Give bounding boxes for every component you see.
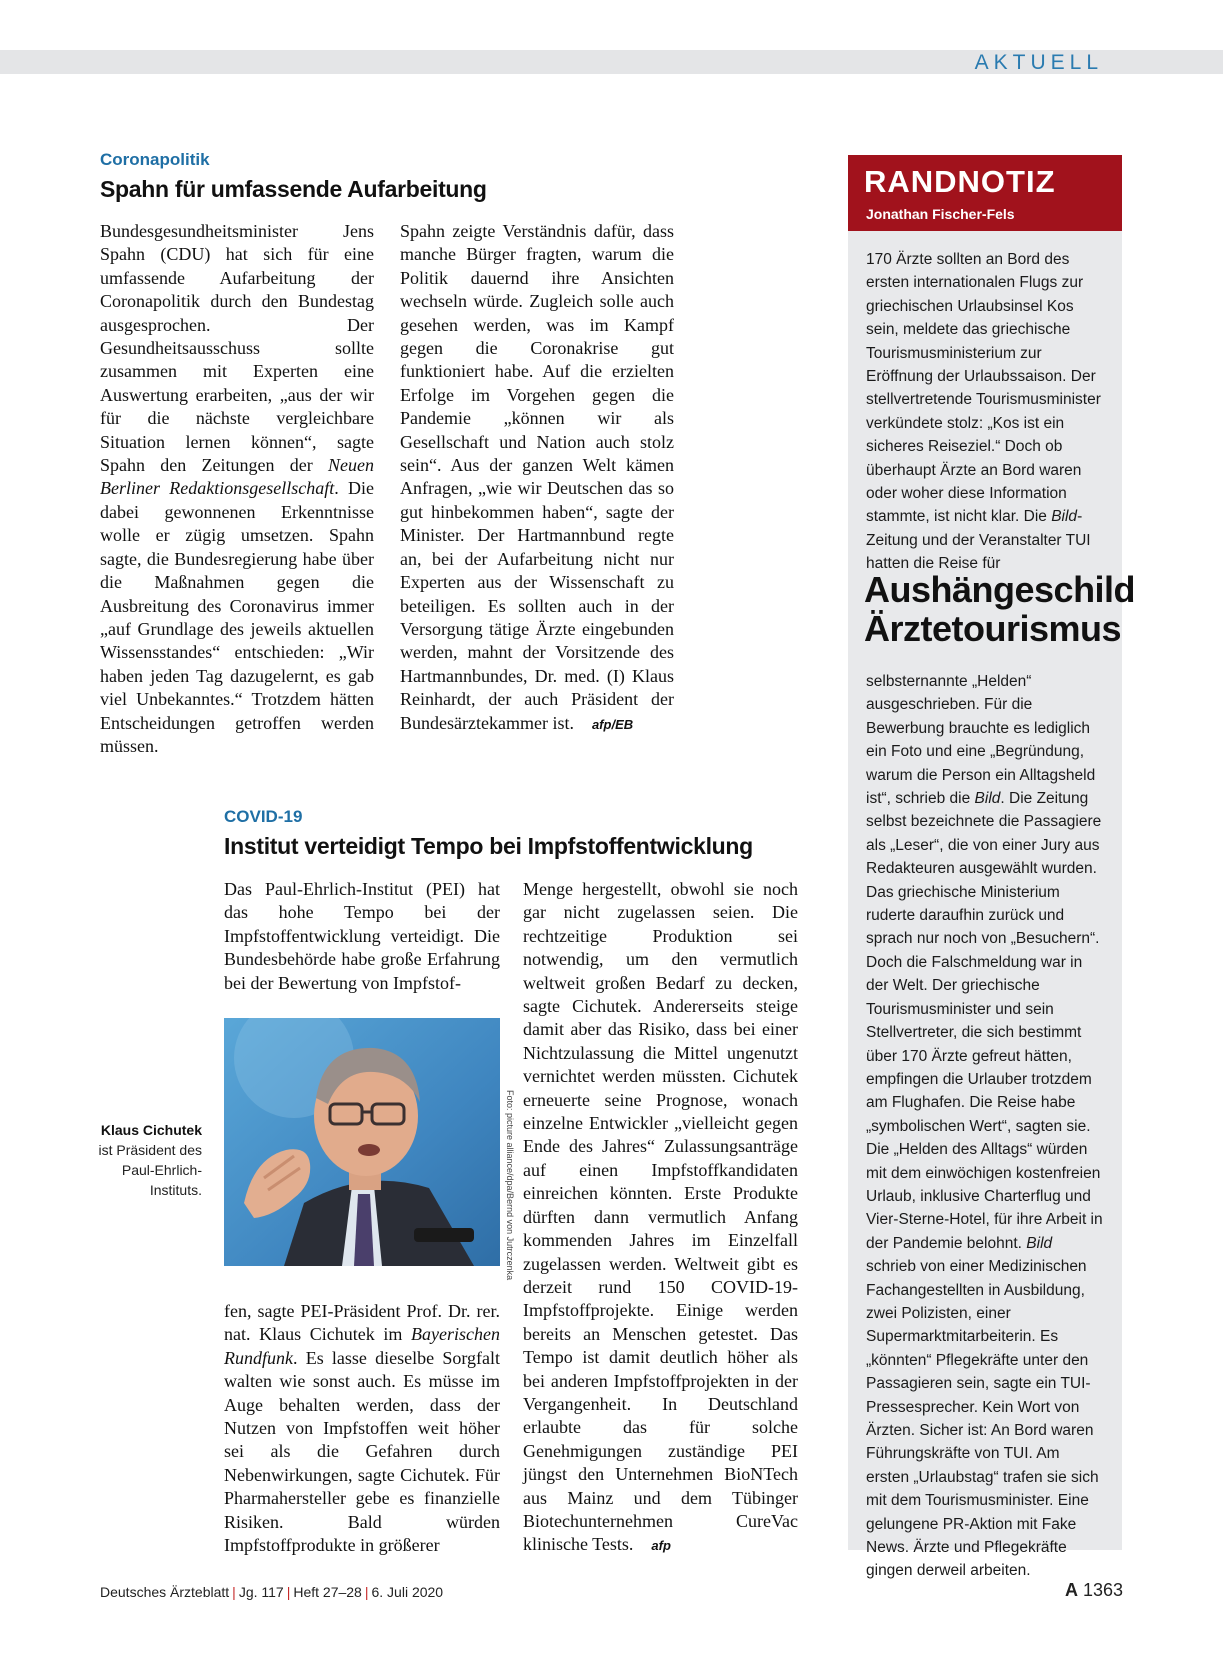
- sidebar-text-2: selbsternannte „Helden“ ausgeschrieben. Für die Bewerbung brauchte es lediglich ein Foto und eine „Begründung, warum die Person ein Alltagsheld ist“, schrieb die: [866, 673, 1096, 808]
- footer-separator: |: [364, 1584, 369, 1600]
- sidebar-text-cont: -Zeitung und der Veranstalter TUI hatten die Reise für: [866, 508, 1091, 573]
- footer-issue: Heft 27–28: [293, 1584, 362, 1600]
- article1-column-1: [100, 220, 374, 758]
- article2-text-cont: . Es lasse dieselbe Sorgfalt walten wie sonst auch. Es müsse im Auge behalten werden, dass der Nutzen von Impfstoffen weit höher sei als die Gefahren durch Nebenwirkungen, sagte Cichutek. Für Pharmahersteller gebe es finanzielle Risiken. Bald würden Impfstoffprodukte in größerer: [224, 1347, 500, 1556]
- sidebar-bild-ref-3: Bild: [1026, 1234, 1053, 1252]
- footer-volume: Jg. 117: [238, 1584, 284, 1600]
- article1-signature: afp/EB: [591, 716, 634, 732]
- article1-column-2: [400, 220, 674, 736]
- article1-text: Bundesgesundheitsminister Jens Spahn (CDU) hat sich für eine umfassende Aufarbeitung der Coronapolitik durch den Bundestag ausgesprochen. Der Gesundheitsausschuss sollte zusammen mit Experten eine Auswertung erarbeiten, „aus der wir für die nächste vergleichbare Situation lernen können“, sagte Spahn den Zeitungen der: [100, 221, 374, 476]
- footer-journal: Deutsches Ärzteblatt: [100, 1584, 230, 1600]
- article1-newspaper-name: Neuen Berliner Redaktionsgesellschaft: [100, 455, 374, 499]
- article1-kicker: Coronapolitik: [100, 150, 210, 169]
- sidebar-bild-ref: Bild: [1051, 508, 1078, 526]
- page-number: [1065, 1580, 1123, 1601]
- footer-separator: |: [232, 1584, 236, 1600]
- caption-text: ist Präsident des Paul-Ehrlich-Instituts.: [98, 1142, 202, 1198]
- article1-headline: Spahn für umfassende Aufarbeitung: [100, 176, 487, 202]
- sidebar-headline: Aushängeschild Ärztetourismus: [864, 569, 1136, 649]
- sidebar-paragraph-1: [866, 248, 1106, 576]
- article2-intro: Das Paul-Ehrlich-Institut (PEI) hat das hohe Tempo bei der Impfstoffentwicklung verteidigt. Die Bundesbehörde habe große Erfahrung bei der Bewertung von Impfstof-: [224, 879, 500, 993]
- footer-citation: [100, 1584, 443, 1600]
- sidebar-text: 170 Ärzte sollten an Bord des ersten internationalen Flugs zur griechischen Urlaubsinsel Kos sein, meldete das griechische Tourismusministerium zur Eröffnung der Urlaubssaison. Der stellvertretende Tourismusminister verkündete stolz: „Kos ist ein sicheres Reiseziel.“ Doch ob überhaupt Ärzte an Bord waren oder woher diese Information stammte, ist nicht klar. Die: [866, 251, 1101, 526]
- sidebar-paragraph-2: [866, 670, 1106, 1583]
- article1-text-col2: Spahn zeigte Verständnis dafür, dass manche Bürger fragten, warum die Politik dauernd ihre Ansichten wechseln würde. Zugleich solle auch gesehen werden, was im Kampf gegen die Coronakrise gut funktioniert habe. Auf die erzielten Erfolge im Vorgehen gegen die Pandemie „können wir als Gesellschaft und Nation auch stolz sein“. Aus der ganzen Welt kämen Anfragen, „wie wir Deutschen das so gut hinbekommen haben“, sagte der Minister. Der Hartmannbund regte an, bei der Aufarbeitung nicht nur Experten aus der Wissenschaft zu beteiligen. Es sollten auch in der Versorgung tätige Ärzte eingebunden werden, mahnt der Vorsitzende des Hartmannbundes, Dr. med. (I) Klaus Reinhardt, der auch Präsident der Bundesärztekammer ist.: [400, 221, 674, 733]
- article2-text-col2: Menge hergestellt, obwohl sie noch gar nicht zugelassen seien. Die rechtzeitige Produktion sei notwendig, um den vermutlich weltweit großen Bedarf zu decken, sagte Cichutek. Andererseits steige damit aber das Risiko, dass bei einer Nichtzulassung die Mittel ungenutzt vernichtet werden müssten. Cichutek erneuerte seine Prognose, wonach einzelne Entwickler „vielleicht gegen Ende des Jahres“ Zulassungsanträge auf einen Impfstoffkandidaten einreichen könnten. Erste Produkte dürften dann vermutlich Anfang kommenden Jahres im Einzelfall zugelassen werden. Weltweit gibt es derzeit rund 150 COVID-19-Impfstoffprojekte. Einige werden bereits an Menschen getestet. Das Tempo ist damit deutlich höher als bei anderen Impfstoffprojekten in der Vergangenheit. In Deutschland erlaubte das für solche Genehmigungen zuständige PEI jüngst den Unternehmen BioNTech aus Mainz und dem Tübinger Biotechunternehmen CureVac klinische Tests.: [523, 879, 798, 1555]
- section-label: AKTUELL: [974, 51, 1103, 74]
- article2-signature: afp: [651, 1538, 671, 1554]
- sidebar-label: RANDNOTIZ: [864, 164, 1056, 199]
- sidebar-text-4: schrieb von einer Medizinischen Fachangestellten in Ausbildung, zwei Polizisten, einer Supermarktmitarbeiterin. Es „könnten“ Pflegekräfte unter den Passagieren sein, sagte ein TUI-Pressesprecher. Kein Wort von Ärzten. Sicher ist: An Bord waren Führungskräfte von TUI. Am ersten „Urlaubstag“ trafen sie sich mit dem Tourismusminister. Eine gelungene PR-Aktion mit Fake News. Ärzte und Pflegekräfte gingen derweil arbeiten.: [866, 1258, 1099, 1580]
- photo-caption: [84, 1120, 202, 1200]
- article2-headline: Institut verteidigt Tempo bei Impfstoffentwicklung: [224, 833, 753, 859]
- article1-text-cont: . Die dabei gewonnenen Erkenntnisse wolle er zügig umsetzen. Spahn sagte, die Bundesregierung habe über die Maßnahmen gegen die Ausbreitung des Coronavirus immer „auf Grundlage des jeweils aktuellen Wissensstandes“ entschieden: „Wir haben jeden Tag dazugelernt, es gab viel Unbekanntes.“ Trotzdem hätten Entscheidungen getroffen werden müssen.: [100, 478, 374, 756]
- portrait-photo: [224, 1018, 500, 1266]
- article2-column-2: [523, 878, 798, 1558]
- sidebar-author: Jonathan Fischer-Fels: [866, 206, 1015, 222]
- footer-date: 6. Juli 2020: [371, 1584, 444, 1600]
- footer-separator: |: [286, 1584, 291, 1600]
- article2-kicker: COVID-19: [224, 807, 303, 826]
- sidebar-bild-ref-2: Bild: [974, 790, 1001, 808]
- article2-column-1-top: [224, 878, 500, 995]
- page-prefix: A: [1064, 1580, 1078, 1600]
- article2-broadcaster-name: Bayerischen Rundfunk: [224, 1324, 500, 1368]
- caption-name: Klaus Cichutek: [100, 1122, 202, 1138]
- photo-credit-text: Foto: picture alliance/dpa/Bernd von Jutrczenka: [505, 1090, 515, 1281]
- page-number-value: 1363: [1082, 1580, 1123, 1600]
- article2-column-1-bottom: [224, 1300, 500, 1557]
- article2-text: fen, sagte PEI-Präsident Prof. Dr. rer. nat. Klaus Cichutek im: [224, 1301, 500, 1345]
- photo-credit: [500, 1090, 518, 1281]
- sidebar-text-3: . Die Zeitung selbst bezeichnete die Passagiere als „Leser“, die von einer Jury aus Redakteuren ausgewählt wurden. Das griechische Ministerium ruderte daraufhin zurück und sprach nur noch von „Besuchern“. Doch die Falschmeldung war in der Welt. Der griechische Tourismusminister und sein Stellvertreter, die sich bestimmt über 170 Ärzte gefreut hätten, empfingen die Urlauber trotzdem am Flughafen. Die Reise habe „symbolischen Wert“, sagten sie. Die „Helden des Alltags“ würden mit dem einwöchigen kostenfreien Urlaub, inklusive Charterflug und Vier-Sterne-Hotel, für ihre Arbeit in der Pandemie belohnt.: [866, 790, 1103, 1252]
